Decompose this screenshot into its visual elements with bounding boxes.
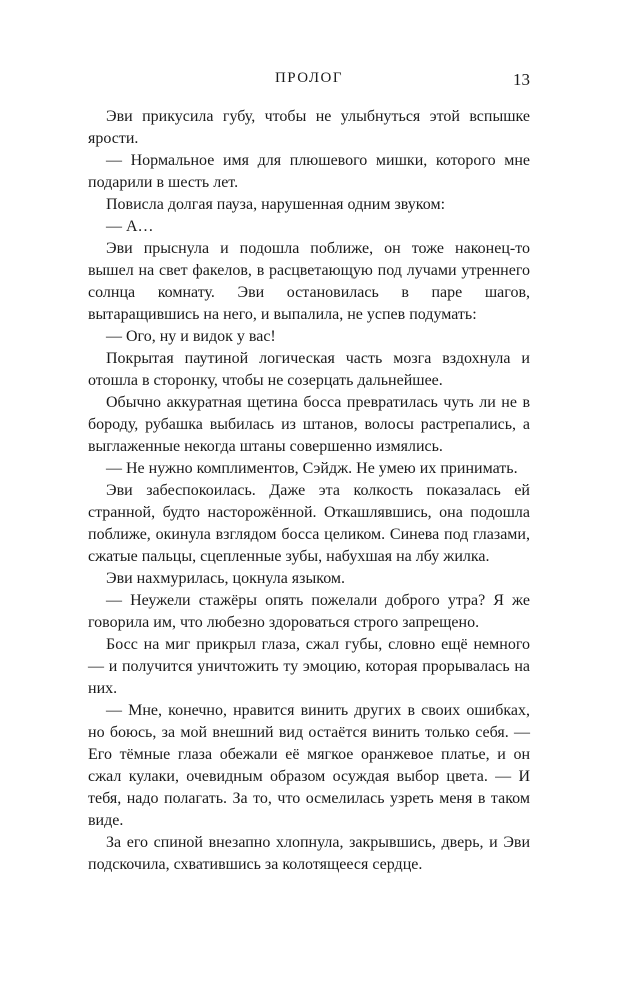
paragraph: Эви нахмурилась, цокнула языком. [106,570,346,587]
paragraph: Эви прыснула и подошла поближе, он тоже наконец-то вышел на свет факелов, в расцветающую под лучами утреннего солнца комнату. Эви остановилась в паре шагов, вытаращившись на него, и выпалила, не успев подумать: [88,240,530,323]
paragraph: Обычно аккуратная щетина босса превратилась чуть ли не в бороду, рубашка выбилась из штанов, волосы растрепались, а выглаженные некогда штаны совершенно измялись. [88,394,530,455]
page-number: 13 [513,70,530,89]
body-text [88,106,530,876]
paragraph: — Не нужно комплиментов, Сэйдж. Не умею их принимать. [106,460,518,477]
paragraph: Покрытая паутиной логическая часть мозга вздохнула и отошла в сторонку, чтобы не созерцать дальнейшее. [88,350,530,389]
paragraph: Эви забеспокоилась. Даже эта колкость показалась ей странной, будто насторожённой. Откашлявшись, она подошла поближе, окинула взглядом босса целиком. Синева под глазами, сжатые пальцы, сцепленные зубы, набухшая на лбу жилка. [88,482,530,565]
paragraph: — А… [106,218,154,235]
page-header [88,70,530,92]
paragraph: Эви прикусила губу, чтобы не улыбнуться этой вспышке ярости. [88,108,530,147]
paragraph: Повисла долгая пауза, нарушенная одним звуком: [106,196,446,213]
paragraph: За его спиной внезапно хлопнула, закрывшись, дверь, и Эви подскочила, схватившись за колотящееся сердце. [88,834,530,873]
paragraph: — Нормальное имя для плюшевого мишки, которого мне подарили в шесть лет. [88,152,530,191]
paragraph: Босс на миг прикрыл глаза, сжал губы, словно ещё немного — и получится уничтожить ту эмоцию, которая прорывалась на них. [88,636,530,697]
paragraph: — Неужели стажёры опять пожелали доброго утра? Я же говорила им, что любезно здороваться строго запрещено. [88,592,530,631]
running-head: ПРОЛОГ [274,70,344,86]
paragraph: — Ого, ну и видок у вас! [106,328,276,345]
paragraph: — Мне, конечно, нравится винить других в своих ошибках, но боюсь, за мой внешний вид остаётся винить только себя. — Его тёмные глаза обежали её мягкое оранжевое платье, и он сжал кулаки, очевидным образом осуждая выбор цвета. — И тебя, надо полагать. За то, что осмелилась узреть меня в таком виде. [88,702,530,829]
